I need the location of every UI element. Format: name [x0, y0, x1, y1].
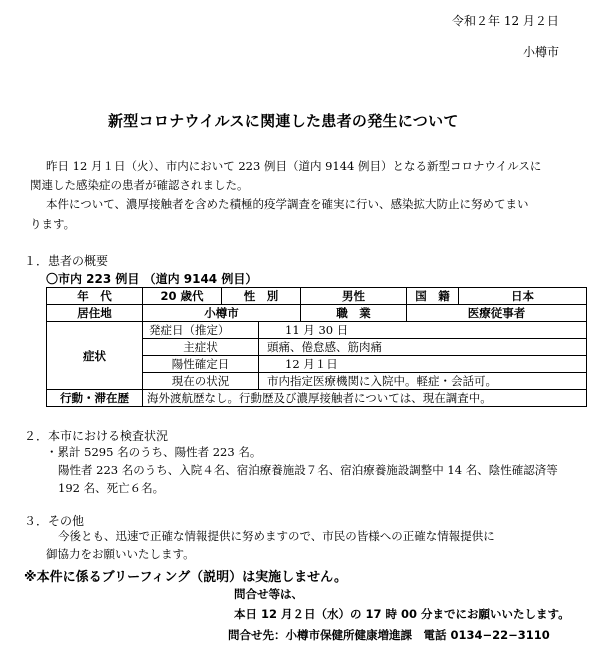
section2-line-1: ・累計 5295 名のうち、陽性者 223 名。	[46, 445, 262, 459]
table-row	[47, 305, 587, 322]
table-row	[47, 322, 587, 339]
section3-line-2: 御協力をお願いいたします。	[46, 547, 195, 561]
sex-value: 男性	[301, 288, 407, 305]
positive-date-value: 12 月１日	[259, 356, 587, 373]
table-row	[47, 288, 587, 305]
intro-line-2: 関連した感染症の患者が確認されました。	[30, 178, 249, 192]
contact-line-1: 問合せ等は、	[234, 587, 303, 601]
main-symptoms-value: 頭痛、倦怠感、筋肉痛	[259, 339, 587, 356]
activity-value: 海外渡航歴なし。行動歴及び濃厚接触者については、現在調査中。	[143, 390, 587, 407]
nationality-label: 国 籍	[407, 288, 459, 305]
residence-label: 居住地	[47, 305, 143, 322]
section3-heading: ３．その他	[24, 514, 85, 528]
patient-summary-table	[46, 287, 587, 407]
section3-line-1: 今後とも、迅速で正確な情報提供に努めますので、市民の皆様への正確な情報提供に	[58, 529, 495, 543]
residence-value: 小樽市	[143, 305, 301, 322]
section2-heading: ２．本市における検査状況	[24, 429, 169, 443]
onset-label: 発症日（推定）	[143, 322, 259, 339]
contact-line-3: 問合せ先：小樽市保健所健康増進課 電話 0134−22−3110	[228, 628, 550, 642]
table-row	[47, 390, 587, 407]
current-status-label: 現在の状況	[143, 373, 259, 390]
section2-line-3: 192 名、死亡６名。	[58, 481, 165, 495]
age-label: 年 代	[47, 288, 143, 305]
intro-line-4: ります。	[30, 217, 76, 231]
sex-label: 性 別	[243, 289, 279, 303]
section1-heading: １．患者の概要	[24, 254, 109, 268]
nationality-value: 日本	[459, 288, 587, 305]
contact-line-2: 本日 12 月２日（水）の 17 時 00 分までにお願いいたします。	[234, 607, 570, 621]
issuer: 小樽市	[523, 45, 560, 59]
intro-line-1: 昨日 12 月１日（火）、市内において 223 例目（道内 9144 例目）となる新型コロナウイルスに	[46, 159, 542, 173]
section2-line-2: 陽性者 223 名のうち、入院４名、宿泊療養施設７名、宿泊療養施設調整中 14 名、陰性確認済等	[58, 463, 558, 477]
onset-value: 11 月 30 日	[259, 322, 587, 339]
activity-label: 行動・滞在歴	[47, 390, 143, 407]
age-value: 20 歳代	[143, 288, 222, 304]
positive-date-label: 陽性確定日	[143, 356, 259, 373]
document-title: 新型コロナウイルスに関連した患者の発生について	[108, 112, 459, 130]
main-symptoms-label: 主症状	[143, 339, 259, 356]
case-label: 〇市内 223 例目 （道内 9144 例目）	[46, 272, 258, 286]
briefing-notice: ※本件に係るブリーフィング（説明）は実施しません。	[24, 570, 347, 585]
occupation-label: 職 業	[301, 305, 407, 322]
occupation-value: 医療従事者	[407, 305, 587, 322]
document-date: 令和２年 12 月２日	[452, 14, 559, 28]
intro-line-3: 本件について、濃厚接触者を含めた積極的疫学調査を確実に行い、感染拡大防止に努めてまい	[46, 197, 529, 211]
current-status-value: 市内指定医療機関に入院中。軽症・会話可。	[259, 373, 587, 390]
symptoms-label: 症状	[47, 322, 143, 390]
